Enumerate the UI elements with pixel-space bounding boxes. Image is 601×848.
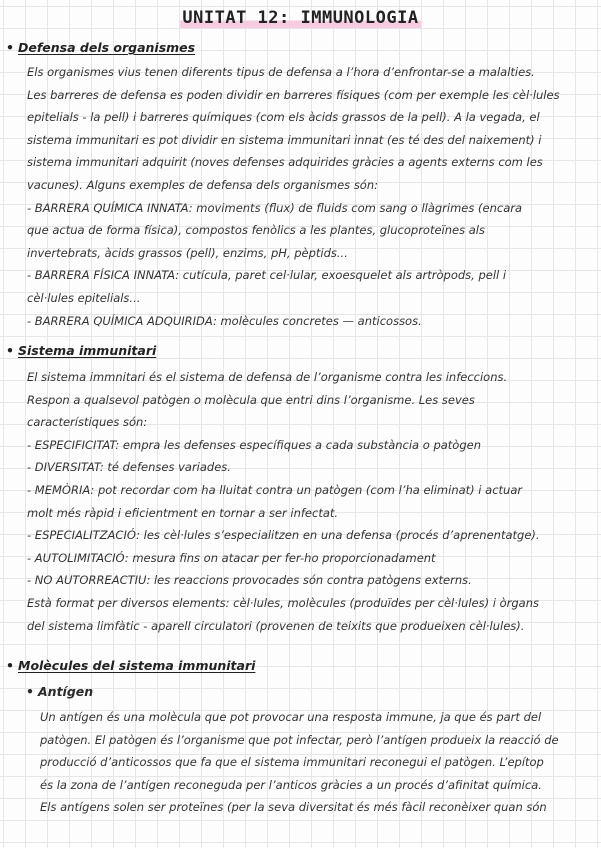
text-line: - BARRERA QUÍMICA INNATA: moviments (flux) de fluids com sang o llàgrimes (encara: [27, 200, 523, 215]
bullet-icon: •: [6, 40, 14, 55]
bullet-icon: •: [26, 684, 34, 699]
text-line: - MEMÒRIA: pot recordar com ha lluitat contra un patògen (com l’ha eliminat) i actuar: [27, 482, 523, 497]
text-line: que actua de forma física), compostos fenòlics a les plantes, glucoproteïnes als: [27, 223, 485, 238]
section-heading-molecules: • Molècules del sistema immunitari: [6, 658, 256, 673]
section-heading-defensa: • Defensa dels organismes: [6, 40, 196, 55]
text-line: Un antígen és una molècula que pot provocar una resposta immune, ja que és part del: [40, 710, 542, 724]
bullet-icon: •: [6, 658, 14, 673]
text-line: vacunes). Alguns exemples de defensa dels organismes són:: [27, 177, 379, 192]
text-line: patògen. El patògen és l’organisme que pot infectar, però l’antígen produeix la reacció de: [40, 732, 559, 747]
text-line: Està format per diversos elements: cèl·lules, molècules (produïdes per cèl·lules) i òrgans: [27, 595, 540, 610]
section-body-antigen: [40, 706, 577, 819]
bullet-icon: •: [6, 343, 14, 358]
section-heading-sistema: • Sistema immunitari: [6, 343, 157, 358]
text-line: sistema immunitari adquirit (noves defenses adquirides gràcies a agents externs com les: [27, 155, 543, 170]
text-line: del sistema limfàtic - aparell circulatori (provenen de teixits que produeixen cèl·lules).: [27, 618, 525, 633]
text-line: sistema immunitari es pot dividir en sistema immunitari innat (es té des del naixement) i: [27, 132, 542, 147]
subheading-antigen: • Antígen: [26, 684, 94, 699]
text-line: - ESPECIFICITAT: empra les defenses específiques a cada substància o patògen: [27, 437, 482, 452]
text-line: Els antígens solen ser proteïnes (per la seva diversitat és més fàcil reconèixer quan són: [40, 800, 547, 815]
text-line: cèl·lules epitelials...: [27, 290, 141, 305]
page-title: UNITAT 12: IMMUNOLOGIA: [182, 8, 419, 28]
text-line: - DIVERSITAT: té defenses variades.: [27, 460, 231, 475]
text-line: molt més ràpid i eficientment en tornar a ser infectat.: [27, 505, 339, 520]
section-body-defensa: [27, 61, 577, 332]
text-line: - BARRERA QUÍMICA ADQUIRIDA: molècules concretes — anticossos.: [27, 313, 422, 328]
text-line: Les barreres de defensa es poden dividir en barreres físiques (com per exemple les cèl·lules: [27, 87, 560, 102]
text-line: El sistema immnitari és el sistema de defensa de l’organisme contra les infeccions.: [27, 370, 508, 384]
text-line: - AUTOLIMITACIÓ: mesura fins on atacar per fer-ho proporcionadament: [27, 550, 436, 565]
text-line: - ESPECIALITZACIÓ: les cèl·lules s’especialitzen en una defensa (procés d’aprenentatge).: [27, 528, 540, 543]
text-line: Respon a qualsevol patògen o molècula que entri dins l’organisme. Les seves: [27, 392, 475, 407]
section-body-sistema: [27, 366, 577, 637]
text-line: és la zona de l’antígen reconeguda per l’anticos gràcies a un procés d’afinitat química.: [40, 777, 542, 792]
text-line: - BARRERA FÍSICA INNATA: cutícula, paret cel·lular, exoesquelet als artròpods, pell i: [27, 268, 507, 283]
text-line: producció d’anticossos que fa que el sistema immunitari reconegui el patògen. L’epítop: [40, 755, 544, 770]
text-line: característiques són:: [27, 415, 148, 430]
text-line: epitelials - la pell) i barreres químiques (com els àcids grassos de la pell). A la vegada, el: [27, 110, 540, 125]
text-line: invertebrats, àcids grassos (pell), enzims, pH, pèptids...: [27, 245, 348, 260]
text-line: - NO AUTORREACTIU: les reaccions provocades són contra patògens externs.: [27, 573, 472, 588]
text-line: Els organismes vius tenen diferents tipus de defensa a l’hora d’enfrontar-se a malalties.: [27, 65, 535, 79]
